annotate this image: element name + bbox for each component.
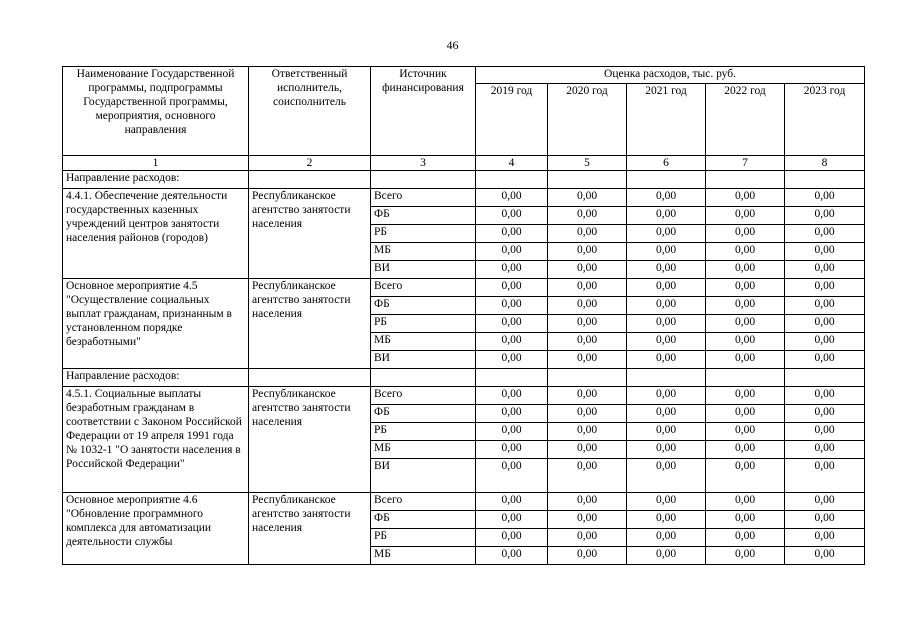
funding-source: РБ [371,225,476,243]
value-cell: 0,00 [548,189,627,207]
value-cell: 0,00 [785,547,865,565]
header-year-2021: 2021 год [627,84,706,156]
funding-source: Всего [371,493,476,511]
value-cell: 0,00 [706,189,785,207]
value-cell: 0,00 [706,261,785,279]
value-cell: 0,00 [548,387,627,405]
value-cell: 0,00 [706,351,785,369]
col-number: 2 [249,156,371,171]
value-cell: 0,00 [785,243,865,261]
value-cell: 0,00 [627,459,706,493]
funding-source: ФБ [371,297,476,315]
value-cell: 0,00 [476,387,548,405]
value-cell: 0,00 [627,279,706,297]
value-cell: 0,00 [627,333,706,351]
value-cell: 0,00 [476,423,548,441]
direction-row-label: Направление расходов: [63,369,249,387]
value-cell: 0,00 [476,207,548,225]
funding-source: ВИ [371,351,476,369]
col-number: 1 [63,156,249,171]
activity-executor: Республиканское агентство занятости населения [249,387,371,493]
value-cell: 0,00 [548,423,627,441]
value-cell: 0,00 [627,441,706,459]
value-cell: 0,00 [706,315,785,333]
value-cell: 0,00 [476,189,548,207]
value-cell: 0,00 [785,405,865,423]
value-cell: 0,00 [785,493,865,511]
value-cell: 0,00 [627,493,706,511]
value-cell: 0,00 [785,423,865,441]
activity-name: Основное мероприятие 4.6 "Обновление программного комплекса для автоматизации деятельности службы [63,493,249,565]
value-cell: 0,00 [548,243,627,261]
col-number: 8 [785,156,865,171]
value-cell: 0,00 [476,351,548,369]
funding-source: Всего [371,189,476,207]
value-cell: 0,00 [627,225,706,243]
value-cell: 0,00 [548,315,627,333]
value-cell: 0,00 [476,243,548,261]
value-cell: 0,00 [706,207,785,225]
value-cell: 0,00 [785,189,865,207]
expense-table [62,66,865,565]
header-source: Источник финансирования [371,67,476,156]
value-cell: 0,00 [627,261,706,279]
value-cell: 0,00 [476,511,548,529]
funding-source: ФБ [371,405,476,423]
value-cell: 0,00 [627,315,706,333]
funding-source: МБ [371,333,476,351]
header-year-2022: 2022 год [706,84,785,156]
header-estimate: Оценка расходов, тыс. руб. [476,67,865,84]
value-cell: 0,00 [785,225,865,243]
value-cell: 0,00 [476,459,548,493]
value-cell: 0,00 [548,459,627,493]
value-cell: 0,00 [548,511,627,529]
activity-executor: Республиканское агентство занятости населения [249,279,371,369]
funding-source: ФБ [371,511,476,529]
value-cell: 0,00 [627,511,706,529]
col-number: 3 [371,156,476,171]
header-executor: Ответственный исполнитель, соисполнитель [249,67,371,156]
col-number: 6 [627,156,706,171]
funding-source: МБ [371,243,476,261]
value-cell: 0,00 [706,225,785,243]
value-cell: 0,00 [706,279,785,297]
page-number: 46 [446,38,459,52]
value-cell: 0,00 [548,405,627,423]
value-cell: 0,00 [706,423,785,441]
value-cell: 0,00 [785,261,865,279]
value-cell: 0,00 [548,297,627,315]
value-cell: 0,00 [785,297,865,315]
value-cell: 0,00 [785,511,865,529]
value-cell: 0,00 [476,441,548,459]
value-cell: 0,00 [476,493,548,511]
funding-source: ВИ [371,459,476,493]
funding-source: МБ [371,547,476,565]
value-cell: 0,00 [548,207,627,225]
value-cell: 0,00 [627,207,706,225]
value-cell: 0,00 [706,441,785,459]
col-number: 5 [548,156,627,171]
value-cell: 0,00 [706,529,785,547]
value-cell: 0,00 [706,493,785,511]
funding-source: Всего [371,387,476,405]
direction-row-label: Направление расходов: [63,171,249,189]
value-cell: 0,00 [627,351,706,369]
value-cell: 0,00 [785,351,865,369]
value-cell: 0,00 [785,207,865,225]
value-cell: 0,00 [476,333,548,351]
value-cell: 0,00 [706,547,785,565]
value-cell: 0,00 [476,279,548,297]
value-cell: 0,00 [706,297,785,315]
value-cell: 0,00 [548,225,627,243]
value-cell: 0,00 [476,261,548,279]
value-cell: 0,00 [548,333,627,351]
value-cell: 0,00 [627,387,706,405]
value-cell: 0,00 [785,529,865,547]
header-year-2019: 2019 год [476,84,548,156]
value-cell: 0,00 [548,261,627,279]
value-cell: 0,00 [785,441,865,459]
value-cell: 0,00 [706,387,785,405]
value-cell: 0,00 [476,529,548,547]
value-cell: 0,00 [627,243,706,261]
value-cell: 0,00 [785,459,865,493]
value-cell: 0,00 [785,333,865,351]
value-cell: 0,00 [476,225,548,243]
value-cell: 0,00 [706,511,785,529]
value-cell: 0,00 [476,315,548,333]
value-cell: 0,00 [785,315,865,333]
activity-name: 4.4.1. Обеспечение деятельности государственных казенных учреждений центров занятости населения районов (городов) [63,189,249,279]
activity-name: 4.5.1. Социальные выплаты безработным гражданам в соответствии с Законом Российской Федерации от 19 апреля 1991 года № 1032-1 "О занятости населения в Российской Федерации" [63,387,249,493]
value-cell: 0,00 [476,547,548,565]
header-year-2020: 2020 год [548,84,627,156]
funding-source: РБ [371,529,476,547]
value-cell: 0,00 [627,189,706,207]
activity-executor: Республиканское агентство занятости населения [249,493,371,565]
activity-executor: Республиканское агентство занятости населения [249,189,371,279]
header-name: Наименование Государственной программы, подпрограммы Государственной программы, мероприятия, основного направления [63,67,249,156]
header-year-2023: 2023 год [785,84,865,156]
funding-source: ВИ [371,261,476,279]
value-cell: 0,00 [785,279,865,297]
value-cell: 0,00 [476,297,548,315]
value-cell: 0,00 [548,493,627,511]
value-cell: 0,00 [627,405,706,423]
funding-source: РБ [371,423,476,441]
value-cell: 0,00 [548,279,627,297]
value-cell: 0,00 [627,547,706,565]
col-number: 7 [706,156,785,171]
funding-source: Всего [371,279,476,297]
value-cell: 0,00 [627,423,706,441]
value-cell: 0,00 [548,441,627,459]
value-cell: 0,00 [627,297,706,315]
col-number: 4 [476,156,548,171]
activity-name: Основное мероприятие 4.5 "Осуществление социальных выплат гражданам, признанным в установленном порядке безработными" [63,279,249,369]
funding-source: ФБ [371,207,476,225]
value-cell: 0,00 [548,547,627,565]
funding-source: РБ [371,315,476,333]
value-cell: 0,00 [706,333,785,351]
funding-source: МБ [371,441,476,459]
value-cell: 0,00 [706,243,785,261]
value-cell: 0,00 [706,459,785,493]
value-cell: 0,00 [785,387,865,405]
value-cell: 0,00 [706,405,785,423]
value-cell: 0,00 [476,405,548,423]
value-cell: 0,00 [548,529,627,547]
value-cell: 0,00 [627,529,706,547]
value-cell: 0,00 [548,351,627,369]
